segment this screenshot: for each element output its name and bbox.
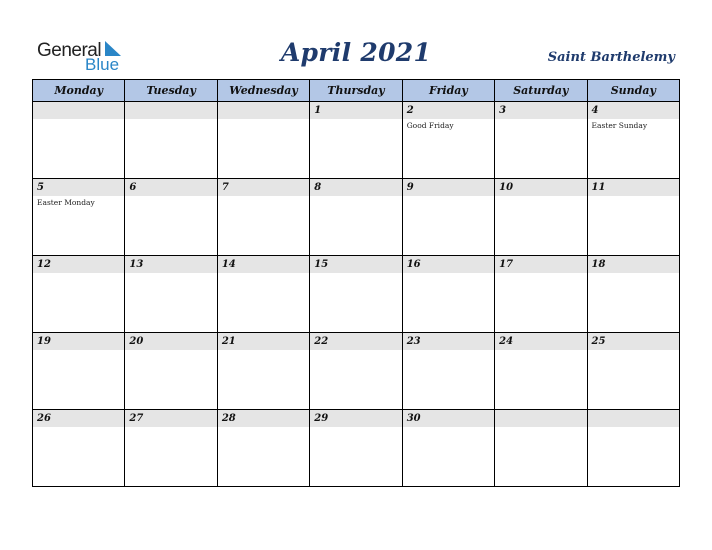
- logo-general-text: General: [37, 40, 102, 61]
- day-cell: [125, 410, 217, 487]
- day-number-strip: [33, 102, 124, 119]
- weekday-header-tuesday: Tuesday: [125, 80, 217, 102]
- day-number-strip: [588, 102, 679, 119]
- holiday-label: [495, 196, 586, 198]
- day-number-strip: [310, 410, 401, 427]
- day-number-strip: [403, 102, 494, 119]
- holiday-label: [588, 196, 679, 198]
- day-number-strip: [33, 333, 124, 350]
- holiday-label: Easter Sunday: [591, 121, 648, 130]
- weekday-header-row: [33, 80, 680, 102]
- day-number: 20: [129, 336, 144, 347]
- day-number-strip: [125, 333, 216, 350]
- day-number: 10: [499, 182, 514, 193]
- day-number: 9: [406, 182, 414, 193]
- day-cell: [125, 256, 217, 333]
- day-number: 8: [314, 182, 322, 193]
- day-cell: [402, 179, 494, 256]
- day-cell: [33, 410, 125, 487]
- week-row: [33, 256, 680, 333]
- day-number-strip: [218, 256, 309, 273]
- holiday-label: Good Friday: [406, 121, 454, 130]
- day-number: 30: [406, 413, 421, 424]
- day-number-strip: [588, 410, 679, 427]
- day-number-strip: [403, 333, 494, 350]
- day-number-strip: [495, 102, 586, 119]
- day-number-strip: [310, 102, 401, 119]
- day-number-strip: [125, 102, 216, 119]
- day-cell: [310, 256, 402, 333]
- day-number: 26: [37, 413, 51, 424]
- day-cell: [125, 102, 217, 179]
- day-number: 17: [499, 259, 514, 270]
- day-cell: [310, 410, 402, 487]
- day-cell: [33, 179, 125, 256]
- holiday-label: [310, 273, 401, 275]
- day-number: 18: [591, 259, 606, 270]
- day-cell: [495, 333, 587, 410]
- day-cell: [402, 102, 494, 179]
- day-number-strip: [218, 410, 309, 427]
- holiday-label: [125, 273, 216, 275]
- holiday-label: [125, 196, 216, 198]
- day-number-strip: [310, 256, 401, 273]
- day-number-strip: [588, 256, 679, 273]
- day-cell: [33, 102, 125, 179]
- day-number-strip: [125, 179, 216, 196]
- weekday-header-saturday: Saturday: [495, 80, 587, 102]
- day-number: 6: [129, 182, 137, 193]
- holiday-label: [403, 350, 494, 352]
- day-number-strip: [403, 410, 494, 427]
- day-number-strip: [218, 333, 309, 350]
- day-cell: [402, 333, 494, 410]
- day-cell: [495, 410, 587, 487]
- day-cell: [495, 256, 587, 333]
- day-cell: [402, 410, 494, 487]
- day-number: 25: [591, 336, 606, 347]
- holiday-label: [33, 350, 124, 352]
- day-number: 1: [314, 105, 322, 116]
- day-cell: [33, 256, 125, 333]
- holiday-label: [218, 119, 309, 121]
- week-row: [33, 333, 680, 410]
- weekday-header-friday: Friday: [402, 80, 494, 102]
- day-number: 13: [129, 259, 144, 270]
- day-number-strip: [495, 179, 586, 196]
- calendar-body: [33, 102, 680, 487]
- day-number: 27: [129, 413, 144, 424]
- day-number: 12: [37, 259, 51, 270]
- day-number-strip: [33, 256, 124, 273]
- day-number-strip: [495, 333, 586, 350]
- holiday-label: [125, 350, 216, 352]
- day-cell: [217, 102, 309, 179]
- calendar-grid: [32, 79, 680, 487]
- holiday-label: [310, 119, 401, 121]
- weekday-header-monday: Monday: [33, 80, 125, 102]
- day-number: 28: [221, 413, 236, 424]
- day-number-strip: [218, 102, 309, 119]
- day-number: 11: [591, 182, 606, 193]
- day-cell: [217, 256, 309, 333]
- day-cell: [217, 333, 309, 410]
- day-cell: [587, 333, 679, 410]
- week-row: [33, 410, 680, 487]
- day-number: 15: [314, 259, 329, 270]
- calendar-region: Saint Barthelemy: [547, 50, 675, 65]
- day-cell: [587, 410, 679, 487]
- holiday-label: [403, 427, 494, 429]
- holiday-label: [310, 196, 401, 198]
- day-cell: [402, 256, 494, 333]
- logo-blue-text: Blue: [85, 55, 120, 74]
- day-number: 21: [221, 336, 236, 347]
- week-row: [33, 102, 680, 179]
- day-number: 4: [591, 105, 599, 116]
- day-cell: [495, 179, 587, 256]
- holiday-label: [403, 196, 494, 198]
- day-cell: [587, 102, 679, 179]
- day-number: 14: [221, 259, 236, 270]
- day-number: 2: [406, 105, 414, 116]
- holiday-label: [218, 427, 309, 429]
- calendar-title: April 2021: [280, 38, 432, 67]
- day-number-strip: [588, 179, 679, 196]
- day-number: 29: [314, 413, 329, 424]
- day-number-strip: [403, 256, 494, 273]
- holiday-label: [495, 427, 586, 429]
- holiday-label: [310, 350, 401, 352]
- holiday-label: [588, 427, 679, 429]
- day-number: 22: [314, 336, 329, 347]
- holiday-label: [310, 427, 401, 429]
- day-number-strip: [495, 256, 586, 273]
- day-cell: [217, 179, 309, 256]
- day-cell: [33, 333, 125, 410]
- day-number: 16: [406, 259, 421, 270]
- holiday-label: [495, 350, 586, 352]
- day-cell: [587, 179, 679, 256]
- holiday-label: [33, 427, 124, 429]
- day-number-strip: [33, 410, 124, 427]
- holiday-label: [495, 119, 586, 121]
- holiday-label: [125, 427, 216, 429]
- day-cell: [310, 102, 402, 179]
- day-cell: [217, 410, 309, 487]
- day-number: 24: [499, 336, 514, 347]
- holiday-label: [33, 119, 124, 121]
- holiday-label: Easter Monday: [37, 198, 95, 207]
- day-cell: [125, 179, 217, 256]
- weekday-header-wednesday: Wednesday: [217, 80, 309, 102]
- holiday-label: [588, 350, 679, 352]
- day-cell: [310, 179, 402, 256]
- day-number-strip: [588, 333, 679, 350]
- day-number-strip: [403, 179, 494, 196]
- weekday-header-thursday: Thursday: [310, 80, 402, 102]
- day-number-strip: [310, 179, 401, 196]
- day-cell: [587, 256, 679, 333]
- day-number-strip: [218, 179, 309, 196]
- day-number: 23: [406, 336, 421, 347]
- day-number-strip: [125, 256, 216, 273]
- holiday-label: [218, 273, 309, 275]
- day-cell: [125, 333, 217, 410]
- day-number-strip: [310, 333, 401, 350]
- holiday-label: [218, 196, 309, 198]
- holiday-label: [125, 119, 216, 121]
- week-row: [33, 179, 680, 256]
- day-number-strip: [495, 410, 586, 427]
- day-number: 5: [37, 182, 44, 193]
- day-number: 19: [37, 336, 51, 347]
- day-cell: [310, 333, 402, 410]
- holiday-label: [495, 273, 586, 275]
- day-cell: [495, 102, 587, 179]
- holiday-label: [218, 350, 309, 352]
- day-number: 3: [499, 105, 507, 116]
- holiday-label: [33, 273, 124, 275]
- holiday-label: [403, 273, 494, 275]
- weekday-header-sunday: Sunday: [587, 80, 679, 102]
- day-number-strip: [33, 179, 124, 196]
- holiday-label: [588, 273, 679, 275]
- day-number-strip: [125, 410, 216, 427]
- day-number: 7: [221, 182, 229, 193]
